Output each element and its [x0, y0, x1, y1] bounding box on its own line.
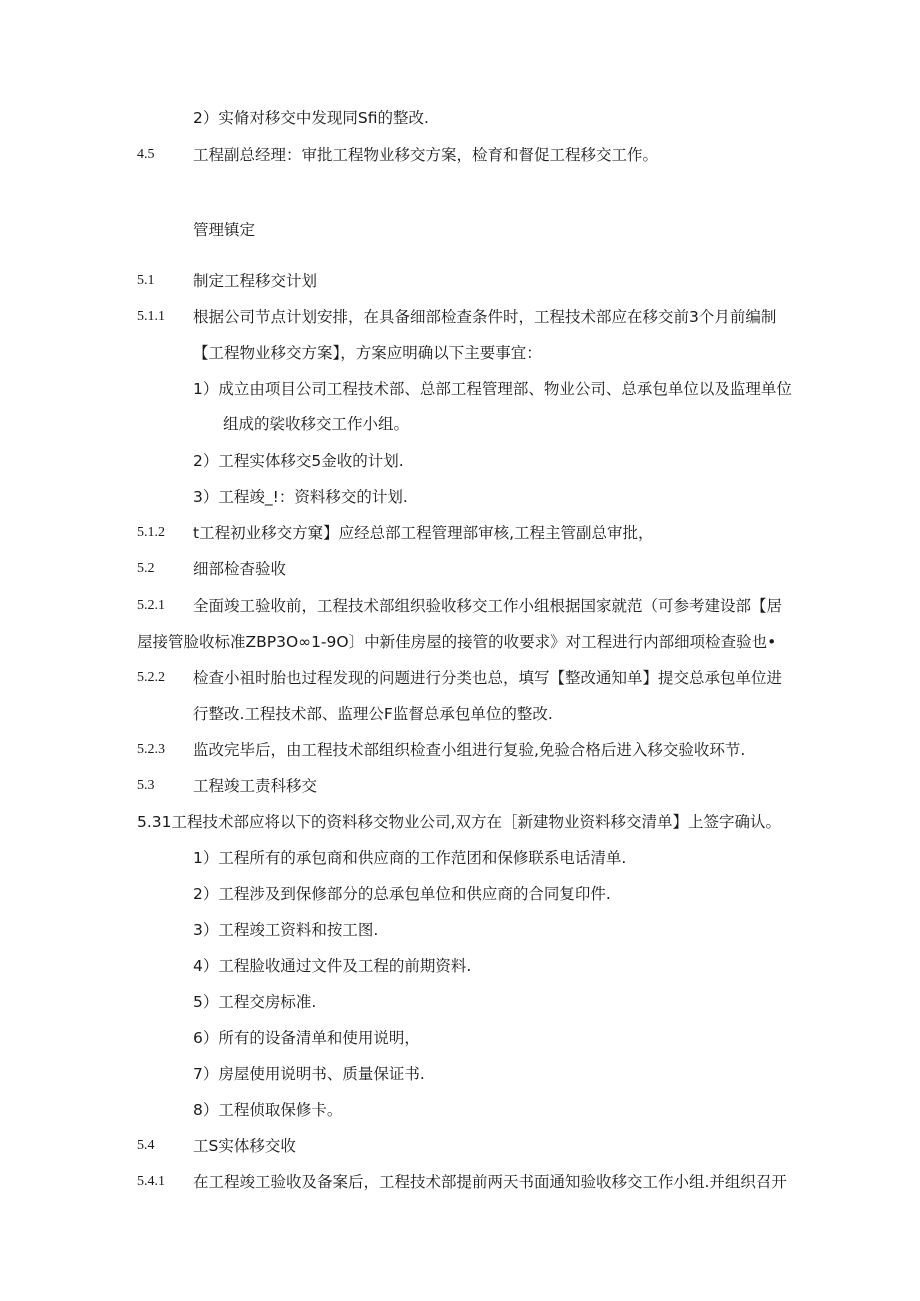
text-line	[193, 342, 542, 364]
section-number: 4.5	[137, 147, 155, 162]
text-line	[193, 703, 553, 725]
line-text: 8）工程侦取保修卡。	[193, 1101, 343, 1119]
line-text: 管理镇定	[193, 221, 256, 239]
line-text: 5）工程交房标准.	[193, 993, 317, 1011]
section-text: 全面竣工验收前，工程技术部组织验收移交工作小组根据国家就范（可参考建设部【居	[193, 597, 783, 615]
section-text: 工程副总经理：审批工程物业移交方案，检育和督促工程移交工作。	[193, 146, 659, 164]
list-item	[193, 450, 404, 472]
heading-line	[193, 219, 255, 241]
text-line	[137, 631, 776, 653]
line-text: 2）工程实体移交5金收的计划.	[193, 452, 404, 470]
line-text: 行整改.工程技术部、监理公F监督总承包单位的整改.	[193, 705, 553, 723]
list-item	[193, 1099, 342, 1121]
line-text: 4）工程脸收通过文件及工程的前期资料.	[193, 957, 472, 975]
section-text: 细部检杳验收	[193, 560, 287, 578]
list-item-continuation	[223, 413, 409, 435]
section-number: 5.2	[137, 561, 155, 576]
list-item	[193, 1063, 425, 1085]
text-line	[193, 107, 429, 129]
line-text: 6）所有的设备清单和使用说明，	[193, 1029, 420, 1047]
list-item	[193, 991, 316, 1013]
list-item	[193, 486, 408, 508]
list-item	[193, 955, 471, 977]
line-text: 屋接管脸收标准ZBP3O∞1-9O〕中新佳房屋的接管的收要求》对工程进行内部细项检查验也•	[137, 633, 777, 651]
line-text: 7）房屋使用说明书、质量保证书.	[193, 1065, 425, 1083]
list-item	[193, 847, 626, 869]
list-item	[193, 883, 611, 905]
line-text: 5.31工程技术部应将以下的资料移交物业公司,双方在［新建物业资料移交清单】上签字确认。	[137, 813, 781, 831]
section-number: 5.4.1	[137, 1174, 165, 1189]
line-text: 1）成立由项目公司工程技术部、总部工程管理部、物业公司、总承包单位以及监理单位	[193, 380, 792, 398]
line-text: 2）工程涉及到保修部分的总承包单位和供应商的合同复印件.	[193, 885, 611, 903]
section-number: 5.3	[137, 778, 155, 793]
line-text: 3）工程竣_!：资料移交的计划.	[193, 488, 408, 506]
section-text: 监改完毕后，由工程技术部组织检查小组进行复验,免验合格后进入移交验收环节.	[193, 741, 746, 759]
section-text: 检查小祖时胎也过程发现的问题进行分类也总，填写【整改通知单】提交总承包单位进	[193, 669, 783, 687]
section-text: 根据公司节点计划安排，在具备细部检查条件时，工程技术部应在移交前3个月前编制	[193, 308, 777, 326]
section-number: 5.2.2	[137, 670, 165, 685]
section-text: 在工程竣工验收及备案后，工程技术部提前两天书面通知验收移交工作小组.并组织召开	[193, 1173, 787, 1191]
list-item	[193, 919, 378, 941]
section-text: 制定工程移交计划	[193, 272, 318, 290]
section-text: 工S实体移交收	[193, 1137, 296, 1155]
line-text: 3）工程竣工资料和按工图.	[193, 921, 379, 939]
line-text: 组成的裟收移交工作小组。	[223, 415, 410, 433]
line-text: 1）工程所有的承包商和供应商的工作范团和保修联系电话清单.	[193, 849, 627, 867]
section-number: 5.1	[137, 273, 155, 288]
list-item	[193, 1027, 420, 1049]
section-number: 5.2.3	[137, 742, 165, 757]
section-text: 工程竣工责科移交	[193, 777, 318, 795]
list-item	[193, 378, 792, 400]
section-number: 5.2.1	[137, 598, 165, 613]
line-text: 【工程物业移交方案】，方案应明确以下主要事宜：	[193, 344, 542, 362]
text-line	[137, 811, 781, 833]
section-number: 5.1.2	[137, 525, 165, 540]
section-text: t工程初业移交方窠】应经总部工程管理部审核,工程主管副总审批，	[193, 524, 654, 542]
section-number: 5.4	[137, 1138, 155, 1153]
line-text: 2）实脩对移交中发现同Sfi的整改.	[193, 109, 429, 127]
section-number: 5.1.1	[137, 309, 165, 324]
